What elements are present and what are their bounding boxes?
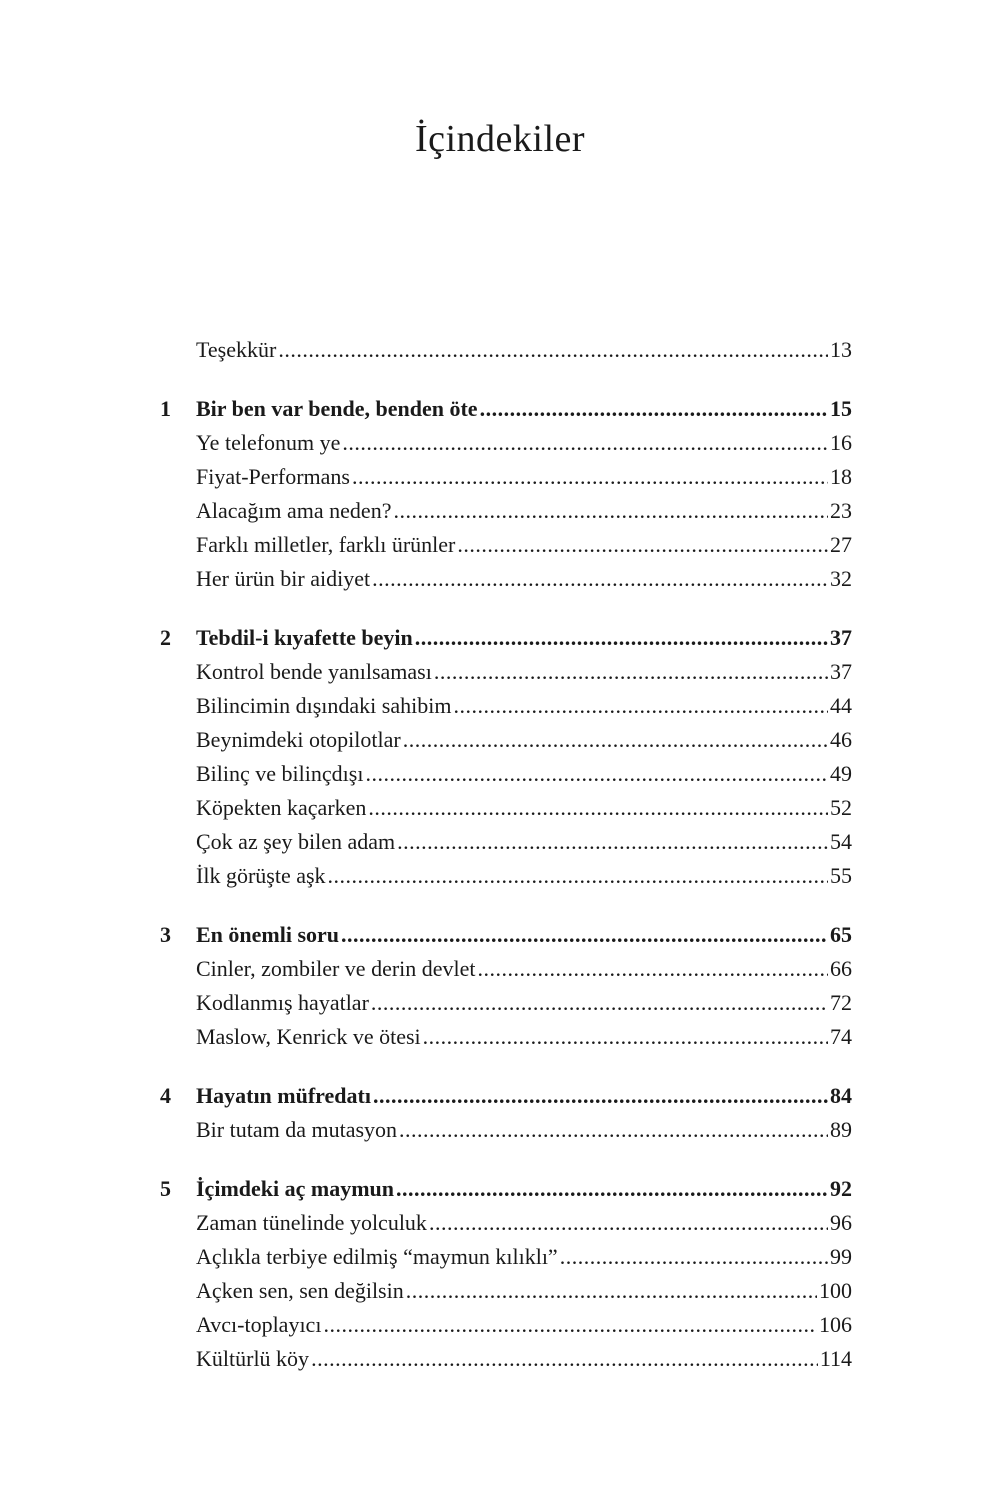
dot-leader: [342, 426, 828, 460]
page-number: 44: [830, 693, 852, 718]
toc-entry: [196, 918, 852, 952]
toc-section-row: [160, 1308, 852, 1342]
entry-title: Açlıkla terbiye edilmiş “maymun kılıklı”: [196, 1244, 558, 1269]
toc-entry: [196, 825, 852, 859]
entry-title: Ye telefonum ye: [196, 430, 341, 455]
entry-title: Teşekkür: [196, 337, 277, 362]
page-number: 54: [830, 829, 852, 854]
toc-entry: [196, 562, 852, 596]
entry-title: En önemli soru: [196, 922, 340, 947]
toc-section-row: [160, 1274, 852, 1308]
page-number: 27: [830, 532, 852, 557]
page-number: 18: [830, 464, 852, 489]
page-number: 37: [830, 659, 852, 684]
dot-leader: [341, 918, 828, 952]
toc-entry: [196, 460, 852, 494]
page-number: 74: [830, 1024, 852, 1049]
toc-chapter-row: [160, 1172, 852, 1206]
dot-leader: [415, 621, 828, 655]
toc-section-row: [160, 952, 852, 986]
page-number: 52: [830, 795, 852, 820]
toc-entry: [196, 333, 852, 367]
dot-leader: [278, 333, 828, 367]
entry-title: Fiyat-Performans: [196, 464, 350, 489]
dot-leader: [423, 1020, 828, 1054]
dot-leader: [478, 952, 828, 986]
dot-leader: [368, 791, 828, 825]
dot-leader: [434, 655, 828, 689]
dot-leader: [373, 1079, 828, 1113]
page-number: 16: [830, 430, 852, 455]
entry-title: Kodlanmış hayatlar: [196, 990, 369, 1015]
toc-section-row: [160, 426, 852, 460]
entry-title: Tebdil-i kıyafette beyin: [196, 625, 413, 650]
entry-title: Bilinç ve bilinçdışı: [196, 761, 364, 786]
dot-leader: [372, 562, 828, 596]
dot-leader: [323, 1308, 817, 1342]
toc-section-row: [160, 859, 852, 893]
toc-section-row: [160, 723, 852, 757]
toc-section-row: [160, 825, 852, 859]
toc-section-row: [160, 460, 852, 494]
dot-leader: [560, 1240, 828, 1274]
entry-title: Kültürlü köy: [196, 1346, 310, 1371]
toc-section-row: [160, 986, 852, 1020]
toc-entry: [196, 1342, 852, 1376]
page-number: 32: [830, 566, 852, 591]
dot-leader: [365, 757, 828, 791]
toc-entry: [196, 952, 852, 986]
dot-leader: [406, 1274, 817, 1308]
entry-title: Avcı-toplayıcı: [196, 1312, 322, 1337]
page-number: 15: [830, 396, 852, 421]
page-number: 55: [830, 863, 852, 888]
entry-title: Beynimdeki otopilotlar: [196, 727, 401, 752]
entry-title: Zaman tünelinde yolculuk: [196, 1210, 427, 1235]
toc-chapter-row: [160, 918, 852, 952]
entry-title: Açken sen, sen değilsin: [196, 1278, 404, 1303]
page-number: 84: [830, 1083, 852, 1108]
toc-entry: [196, 1274, 852, 1308]
toc-section-row: [160, 791, 852, 825]
toc-entry: [196, 392, 852, 426]
toc-section-row: [160, 1206, 852, 1240]
chapter-number: 4: [160, 1083, 171, 1108]
toc-section-row: [160, 1020, 852, 1054]
toc-section-row: [160, 1113, 852, 1147]
toc-entry: [196, 1308, 852, 1342]
entry-title: Bir tutam da mutasyon: [196, 1117, 398, 1142]
page-number: 106: [819, 1312, 852, 1337]
toc-entry: [196, 1113, 852, 1147]
entry-title: Bir ben var bende, benden öte: [196, 396, 478, 421]
page-number: 49: [830, 761, 852, 786]
toc-entry: [196, 426, 852, 460]
toc-entry: [196, 528, 852, 562]
toc-section-row: [160, 689, 852, 723]
entry-title: Maslow, Kenrick ve ötesi: [196, 1024, 421, 1049]
entry-title: Kontrol bende yanılsaması: [196, 659, 432, 684]
toc-entry: [196, 689, 852, 723]
entry-title: İçimdeki aç maymun: [196, 1176, 394, 1201]
toc-entry: [196, 723, 852, 757]
dot-leader: [311, 1342, 818, 1376]
toc-chapter-row: [160, 392, 852, 426]
toc-entry: [196, 494, 852, 528]
toc-section-row: [160, 1342, 852, 1376]
toc-section-row: [160, 655, 852, 689]
dot-leader: [371, 986, 828, 1020]
toc-chapter-row: [160, 1079, 852, 1113]
entry-title: Farklı milletler, farklı ürünler: [196, 532, 456, 557]
toc-section-row: [160, 757, 852, 791]
page-number: 114: [819, 1346, 852, 1371]
toc-section-row: [160, 333, 852, 367]
toc-entry: [196, 1206, 852, 1240]
toc-entry: [196, 1240, 852, 1274]
dot-leader: [403, 723, 828, 757]
entry-title: Hayatın müfredatı: [196, 1083, 371, 1108]
toc-section-row: [160, 528, 852, 562]
toc-entry: [196, 791, 852, 825]
dot-leader: [399, 1113, 828, 1147]
page-number: 65: [830, 922, 852, 947]
dot-leader: [453, 689, 828, 723]
page-number: 66: [830, 956, 852, 981]
toc-entry: [196, 621, 852, 655]
toc-entry: [196, 1172, 852, 1206]
toc-entry: [196, 655, 852, 689]
dot-leader: [457, 528, 828, 562]
dot-leader: [396, 1172, 828, 1206]
dot-leader: [328, 859, 828, 893]
toc-entry: [196, 1020, 852, 1054]
dot-leader: [393, 494, 828, 528]
chapter-number: 3: [160, 922, 171, 947]
entry-title: Her ürün bir aidiyet: [196, 566, 371, 591]
entry-title: Alacağım ama neden?: [196, 498, 392, 523]
toc-entry: [196, 859, 852, 893]
page-number: 100: [819, 1278, 852, 1303]
toc-section-row: [160, 1240, 852, 1274]
page-number: 99: [830, 1244, 852, 1269]
dot-leader: [397, 825, 828, 859]
page-number: 23: [830, 498, 852, 523]
page-number: 96: [830, 1210, 852, 1235]
toc-entry: [196, 757, 852, 791]
chapter-number: 1: [160, 396, 171, 421]
chapter-number: 5: [160, 1176, 171, 1201]
page-number: 13: [830, 337, 852, 362]
entry-title: İlk görüşte aşk: [196, 863, 326, 888]
page-title: İçindekiler: [414, 118, 586, 161]
page-number: 92: [830, 1176, 852, 1201]
dot-leader: [480, 392, 828, 426]
toc-chapter-row: [160, 621, 852, 655]
table-of-contents: [160, 333, 852, 1376]
dot-leader: [429, 1206, 828, 1240]
entry-title: Çok az şey bilen adam: [196, 829, 396, 854]
toc-entry: [196, 986, 852, 1020]
page-number: 46: [830, 727, 852, 752]
toc-entry: [196, 1079, 852, 1113]
page-number: 72: [830, 990, 852, 1015]
entry-title: Bilincimin dışındaki sahibim: [196, 693, 452, 718]
entry-title: Cinler, zombiler ve derin devlet: [196, 956, 476, 981]
page-number: 89: [830, 1117, 852, 1142]
toc-section-row: [160, 562, 852, 596]
toc-section-row: [160, 494, 852, 528]
page-number: 37: [830, 625, 852, 650]
dot-leader: [352, 460, 828, 494]
entry-title: Köpekten kaçarken: [196, 795, 367, 820]
chapter-number: 2: [160, 625, 171, 650]
